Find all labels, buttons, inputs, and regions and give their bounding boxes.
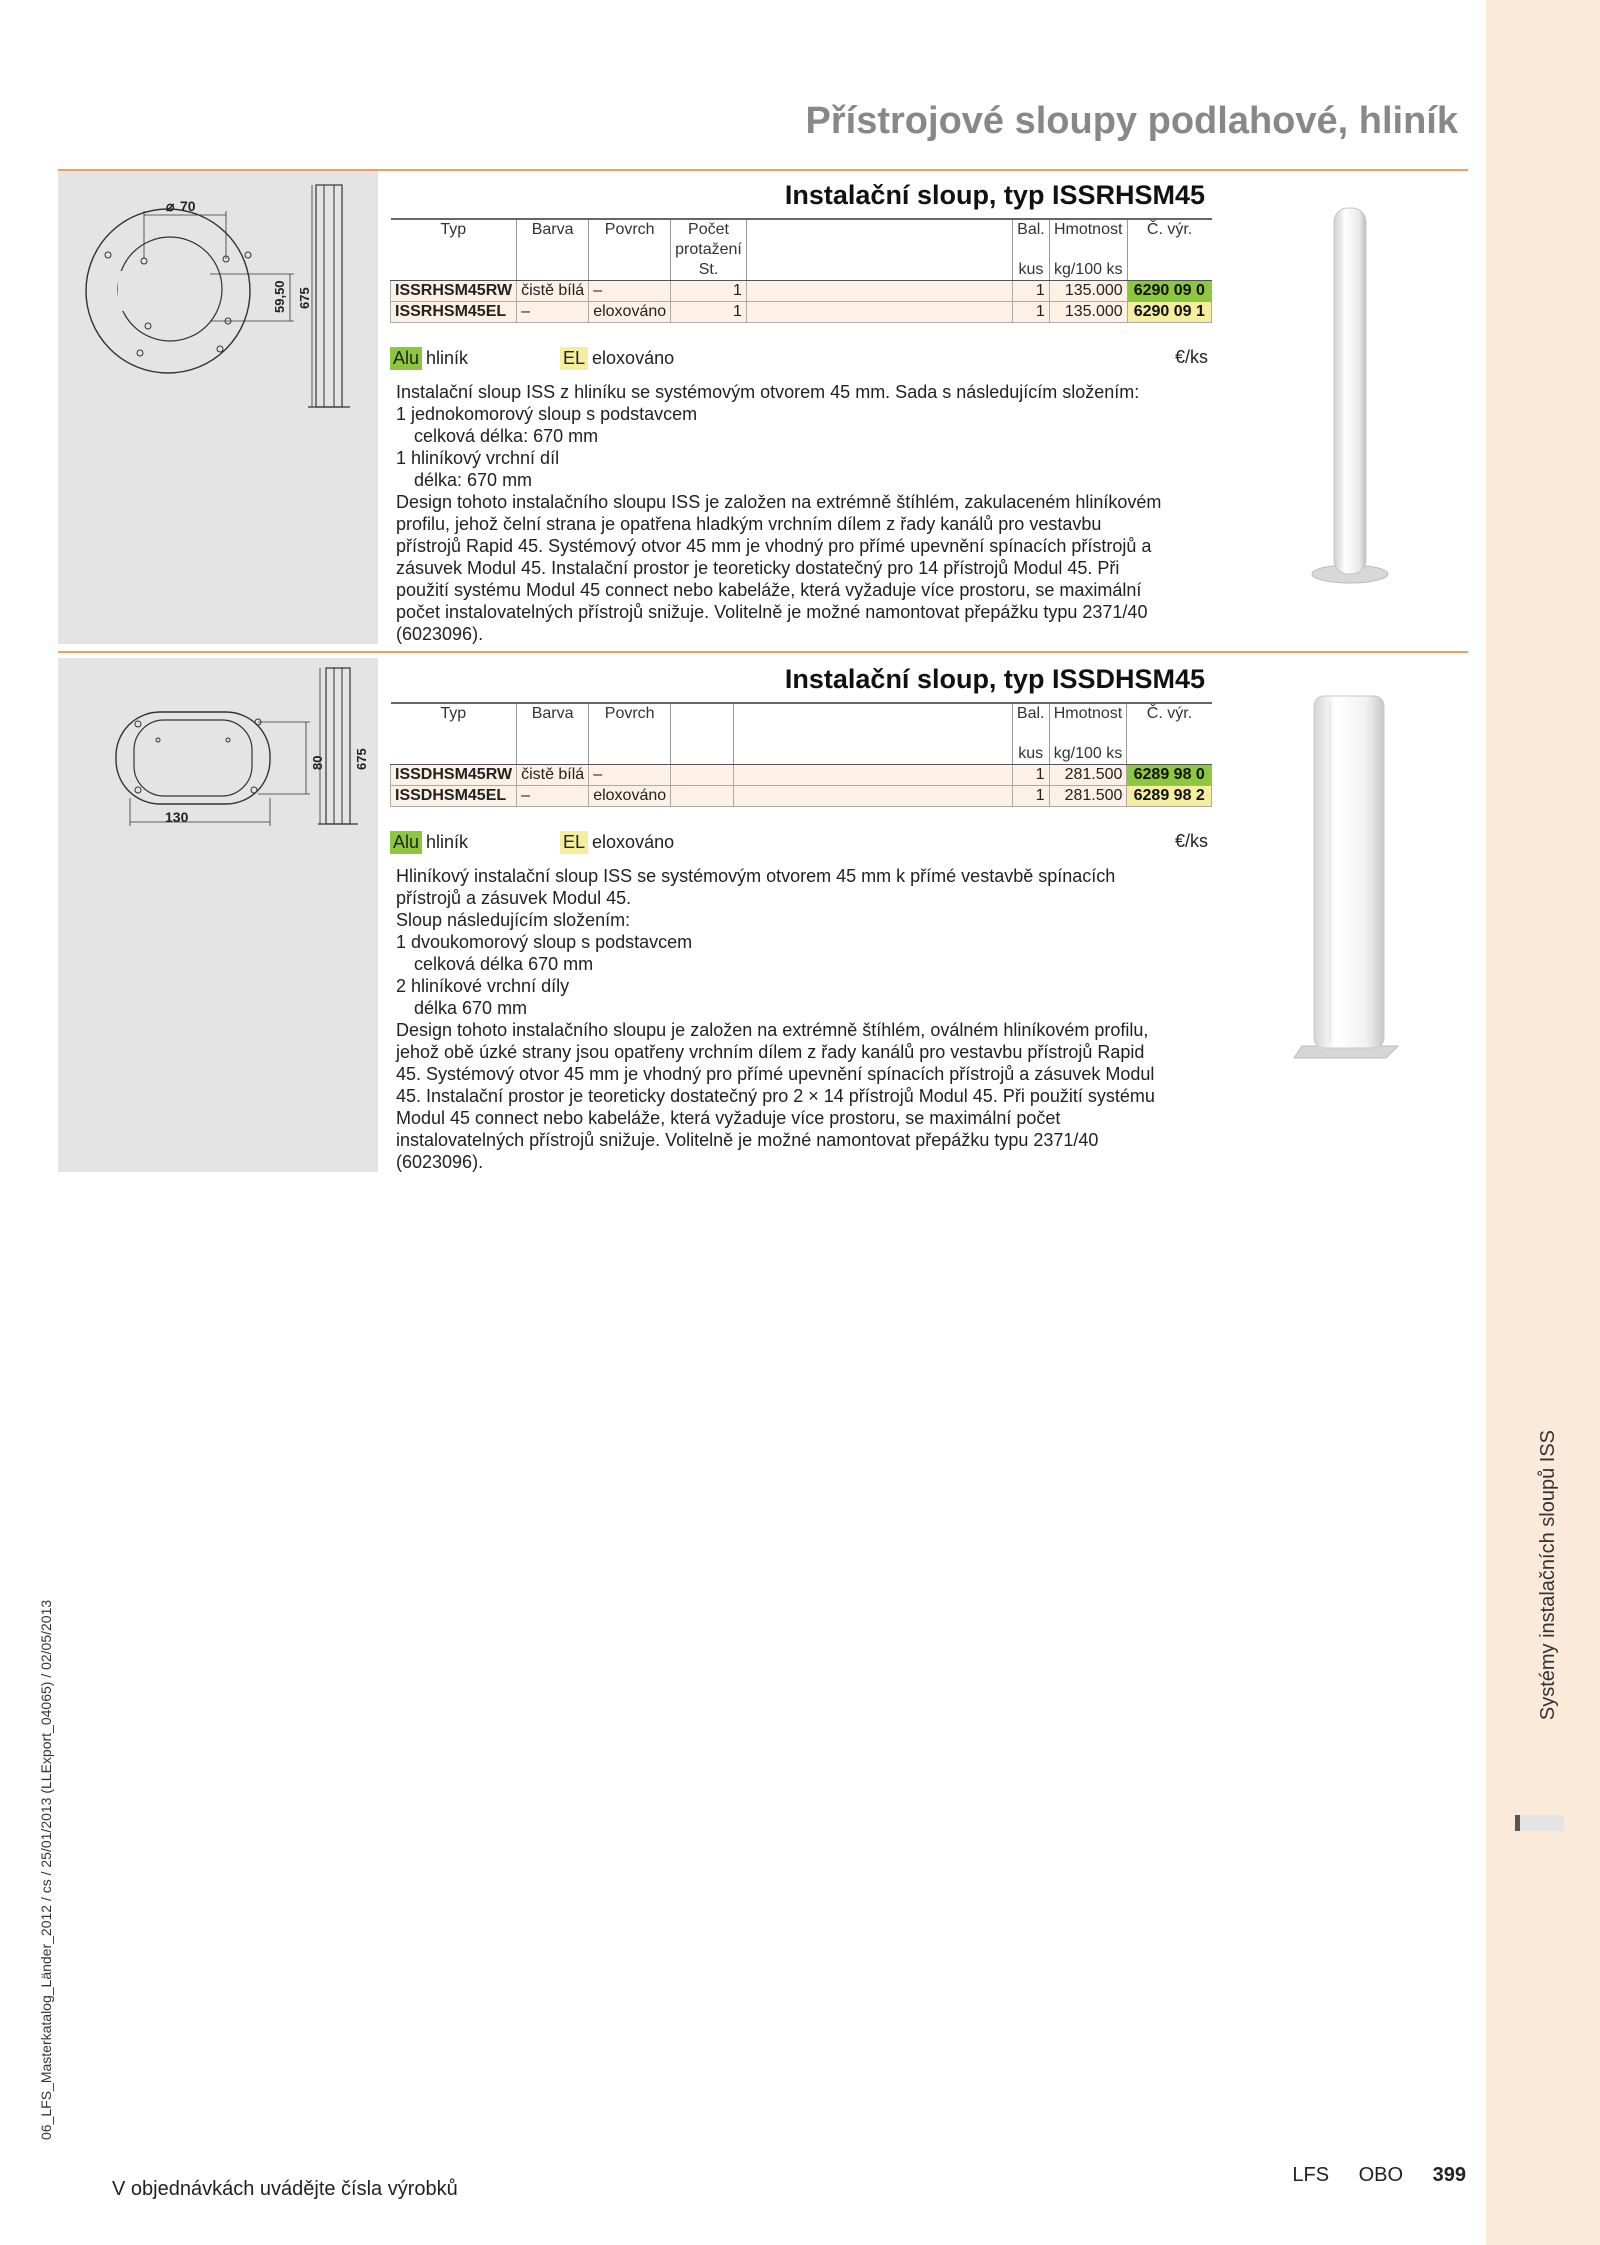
desc-line: počet instalovatelných přístrojů snižuje. Volitelně je možné namontovat přepážku typu 2371/40 xyxy=(396,602,1148,622)
col-povrch: Povrch xyxy=(589,703,671,724)
col-bal: Bal. xyxy=(1013,219,1050,240)
footer-brand-lfs: LFS xyxy=(1292,2164,1330,2186)
cell-bal: 1 xyxy=(1012,765,1049,786)
section-title: Instalační sloup, typ ISSDHSM45 xyxy=(784,664,1205,694)
desc-line: Sloup následujícím složením: xyxy=(396,910,631,930)
table-row xyxy=(391,786,1212,807)
material-legend xyxy=(390,347,1212,375)
cell-pocet: 1 xyxy=(671,281,747,302)
technical-drawing xyxy=(58,171,378,644)
cell-barva: čistě bílá xyxy=(517,765,589,786)
section-divider xyxy=(58,651,1468,653)
cell-bal: 1 xyxy=(1013,302,1050,323)
dim-width: 130 xyxy=(165,809,189,825)
product-table xyxy=(390,218,1212,323)
dim-diameter: 70 xyxy=(180,198,196,214)
cell-typ: ISSDHSM45RW xyxy=(391,765,517,786)
legend-el-text: eloxováno xyxy=(592,832,675,852)
page-title: Přístrojové sloupy podlahové, hliník xyxy=(805,100,1458,142)
dim-length: 675 xyxy=(297,287,312,309)
legend-alu-code: Alu xyxy=(390,347,422,370)
desc-line: 45. Instalační prostor je teoreticky dostatečný pro 2 × 14 přístrojů Modul 45. Při použití systému xyxy=(396,1086,1155,1106)
desc-line: přístrojů Rapid 45. Systémový otvor 45 mm je vhodný pro přímé upevnění spínacích přístrojů a xyxy=(396,536,1152,556)
product-table xyxy=(390,702,1212,807)
product-image-oval-column xyxy=(1290,686,1410,1066)
desc-line: použití systému Modul 45 connect nebo kabeláže, která vyžaduje více prostoru, se maximální xyxy=(396,580,1142,600)
col-pocet-2: protažení xyxy=(671,240,747,260)
footer-note: V objednávkách uvádějte čísla výrobků xyxy=(112,2178,458,2200)
desc-line: (6023096). xyxy=(396,1152,484,1172)
desc-line: 1 hliníkový vrchní díl xyxy=(396,448,560,468)
legend-alu-code: Alu xyxy=(390,831,422,854)
col-povrch: Povrch xyxy=(589,219,671,240)
unit-bal: kus xyxy=(1012,744,1049,765)
cell-pocet: 1 xyxy=(671,302,747,323)
price-unit: €/ks xyxy=(1174,831,1208,851)
unit-hmotnost: kg/100 ks xyxy=(1049,260,1127,281)
cell-order-number: 6289 98 0 xyxy=(1127,765,1212,786)
dim-length: 675 xyxy=(354,748,369,770)
desc-line: celková délka 670 mm xyxy=(414,954,594,974)
legend-alu-text: hliník xyxy=(426,832,469,852)
desc-line: profilu, jehož čelní strana je opatřena hladkým vrchním dílem z řady kanálů pro vestavbu xyxy=(396,514,1102,534)
desc-line: 2 hliníkové vrchní díly xyxy=(396,976,570,996)
cell-bal: 1 xyxy=(1012,786,1049,807)
col-barva: Barva xyxy=(517,219,589,240)
drawing-panel xyxy=(58,658,378,1172)
legend-el-code: EL xyxy=(560,347,588,370)
desc-line: přístrojů a zásuvek Modul 45. xyxy=(396,888,632,908)
desc-line: jehož obě úzké strany jsou opatřeny vrchním dílem z řady kanálů pro vestavbu přístrojů Rapid xyxy=(396,1042,1145,1062)
product-image-round-column xyxy=(1300,196,1400,596)
product-description xyxy=(396,865,1216,1173)
page-number: 399 xyxy=(1432,2164,1466,2186)
cell-bal: 1 xyxy=(1013,281,1050,302)
table-row xyxy=(391,302,1212,323)
desc-line: Instalační sloup ISS z hliníku se systémovým otvorem 45 mm. Sada s následujícím složením: xyxy=(396,382,1140,402)
cell-hmotnost: 135.000 xyxy=(1049,281,1127,302)
desc-line: Design tohoto instalačního sloupu ISS je založen na extrémně štíhlém, zakulaceném hliníkovém xyxy=(396,492,1162,512)
col-hmotnost: Hmotnost xyxy=(1049,219,1127,240)
desc-line: délka: 670 mm xyxy=(414,470,533,490)
cell-hmotnost: 281.500 xyxy=(1049,765,1127,786)
table-row xyxy=(391,281,1212,302)
drawing-panel xyxy=(58,171,378,644)
cell-typ: ISSDHSM45EL xyxy=(391,786,517,807)
cell-povrch: eloxováno xyxy=(589,302,671,323)
dim-height: 59,50 xyxy=(272,280,287,313)
unit-pocet: St. xyxy=(671,260,747,281)
footer-right xyxy=(1268,2164,1466,2187)
cell-hmotnost: 281.500 xyxy=(1049,786,1127,807)
cell-povrch: – xyxy=(589,281,671,302)
section-title: Instalační sloup, typ ISSRHSM45 xyxy=(784,180,1205,210)
desc-line: (6023096). xyxy=(396,624,484,644)
cell-order-number: 6290 09 0 xyxy=(1127,281,1211,302)
cell-typ: ISSRHSM45EL xyxy=(391,302,517,323)
cell-barva: – xyxy=(517,786,589,807)
footer-brand-obo: OBO xyxy=(1358,2164,1404,2186)
desc-line: délka 670 mm xyxy=(414,998,528,1018)
desc-line: celková délka: 670 mm xyxy=(414,426,599,446)
section-marker xyxy=(1515,1815,1564,1831)
col-typ: Typ xyxy=(391,219,517,240)
desc-line: Design tohoto instalačního sloupu je založen na extrémně štíhlém, oválném hliníkovém profilu, xyxy=(396,1020,1149,1040)
imprint-line: 06_LFS_Masterkatalog_Länder_2012 / cs / 25/01/2013 (LLExport_04065) / 02/05/2013 xyxy=(38,1599,54,2140)
side-band xyxy=(1486,0,1600,2245)
technical-drawing xyxy=(58,658,378,1172)
cell-order-number: 6290 09 1 xyxy=(1127,302,1211,323)
desc-line: 1 jednokomorový sloup s podstavcem xyxy=(396,404,698,424)
cell-povrch: – xyxy=(589,765,671,786)
product-description xyxy=(396,381,1216,645)
side-label: Systémy instalačních sloupů ISS xyxy=(1537,1430,1559,1721)
material-legend xyxy=(390,831,1212,859)
desc-line: 45. Systémový otvor 45 mm je vhodný pro přímé upevnění spínacích přístrojů a zásuvek Modul xyxy=(396,1064,1155,1084)
legend-alu-text: hliník xyxy=(426,348,469,368)
unit-hmotnost: kg/100 ks xyxy=(1049,744,1127,765)
table-row xyxy=(391,765,1212,786)
col-barva: Barva xyxy=(517,703,589,724)
unit-bal: kus xyxy=(1013,260,1050,281)
cell-order-number: 6289 98 2 xyxy=(1127,786,1212,807)
cell-hmotnost: 135.000 xyxy=(1049,302,1127,323)
col-pocet: Počet xyxy=(671,219,747,240)
cell-typ: ISSRHSM45RW xyxy=(391,281,517,302)
desc-line: zásuvek Modul 45. Instalační prostor je teoreticky dostatečný pro 14 přístrojů Modul 45. Při xyxy=(396,558,1120,578)
legend-el-code: EL xyxy=(560,831,588,854)
desc-line: instalovatelných přístrojů snižuje. Volitelně je možné namontovat přepážku typu 2371/40 xyxy=(396,1130,1099,1150)
svg-text:⌀: ⌀ xyxy=(166,198,175,214)
cell-povrch: eloxováno xyxy=(589,786,671,807)
cell-barva: čistě bílá xyxy=(517,281,589,302)
desc-line: Hliníkový instalační sloup ISS se systémovým otvorem 45 mm k přímé vestavbě spínacích xyxy=(396,866,1116,886)
price-unit: €/ks xyxy=(1174,347,1208,367)
col-typ: Typ xyxy=(391,703,517,724)
cell-barva: – xyxy=(517,302,589,323)
legend-el-text: eloxováno xyxy=(592,348,675,368)
col-cvyr: Č. výr. xyxy=(1127,703,1212,724)
desc-line: Modul 45 connect nebo kabeláže, která vyžaduje více prostoru, se maximální počet xyxy=(396,1108,1061,1128)
col-hmotnost: Hmotnost xyxy=(1049,703,1127,724)
col-cvyr: Č. výr. xyxy=(1127,219,1211,240)
desc-line: 1 dvoukomorový sloup s podstavcem xyxy=(396,932,693,952)
col-bal: Bal. xyxy=(1012,703,1049,724)
dim-height: 80 xyxy=(310,755,325,770)
